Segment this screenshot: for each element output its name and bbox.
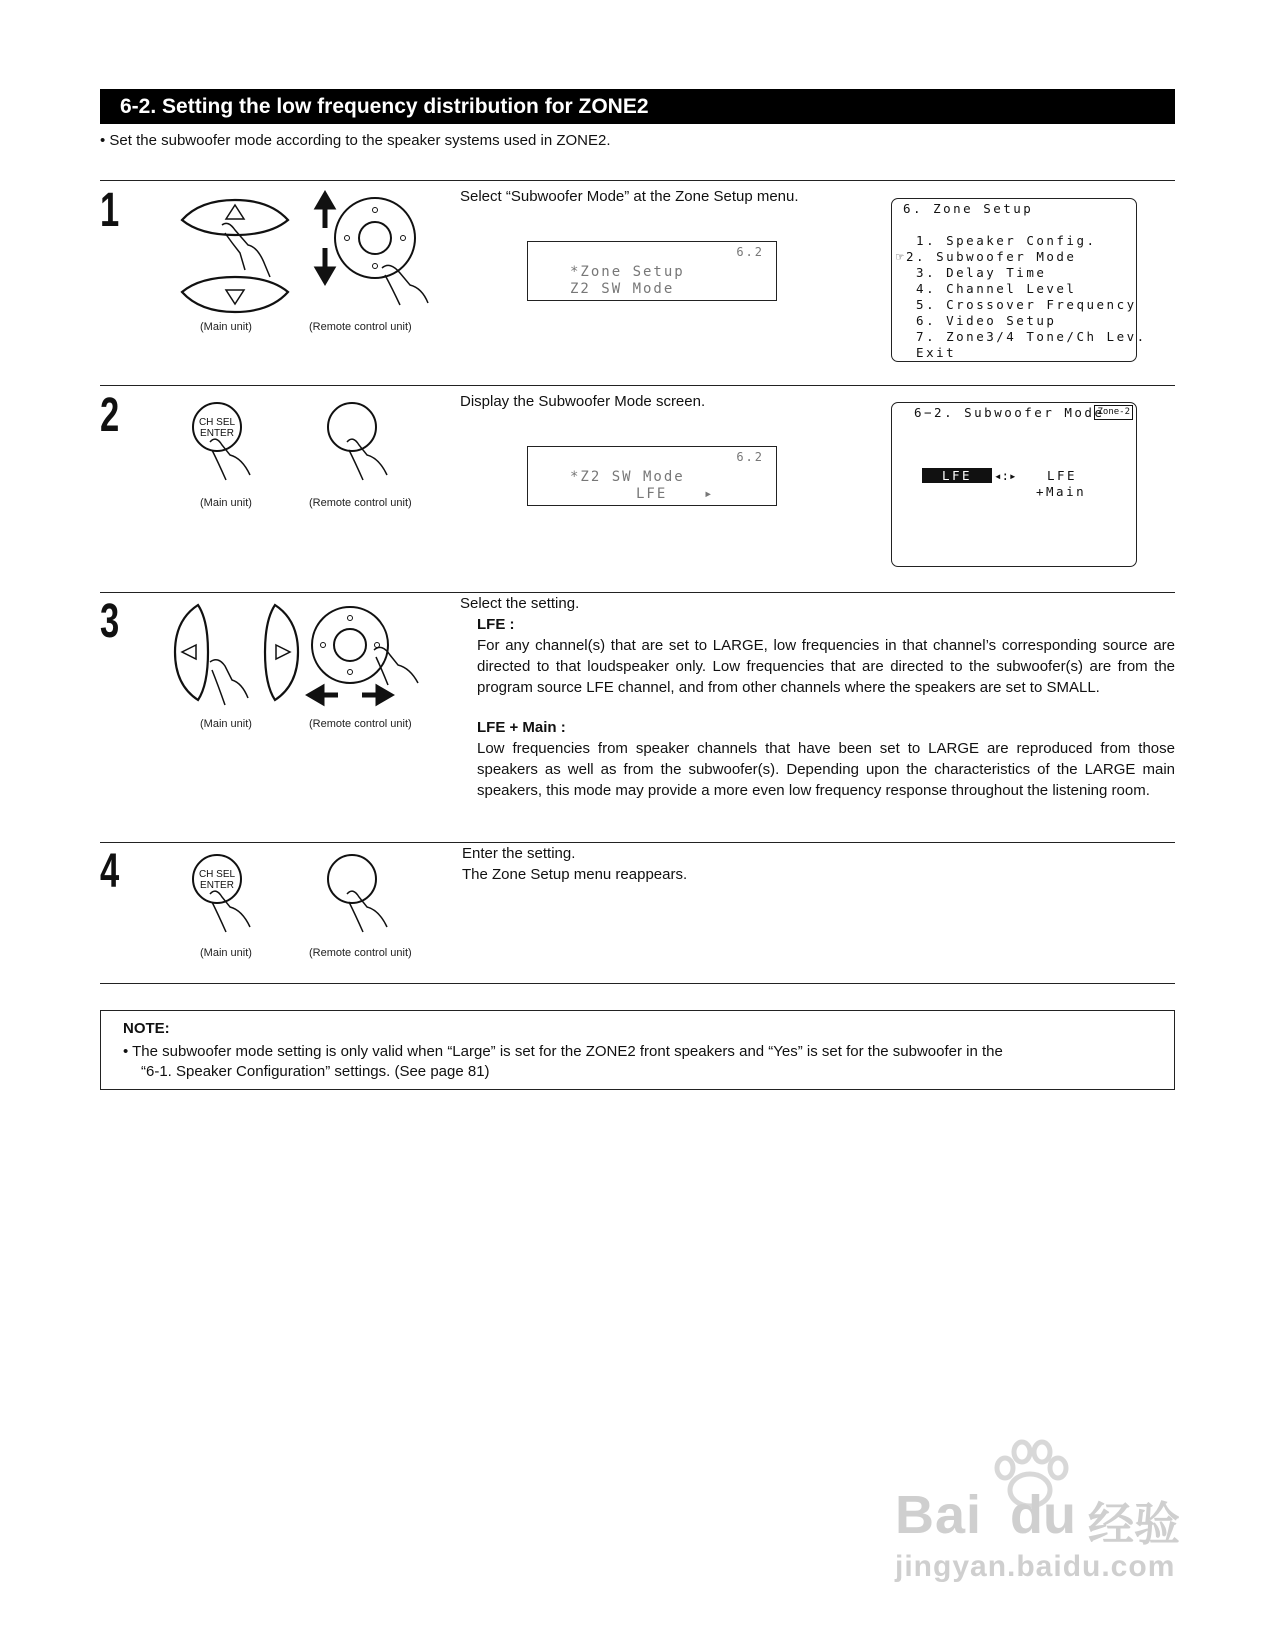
divider [100, 983, 1175, 984]
front-display [527, 241, 777, 301]
note-title: NOTE: [123, 1020, 170, 1037]
front-display [527, 446, 777, 506]
display-line-1: *Z2 SW Mode [570, 469, 685, 485]
ch-sel-enter-label [190, 417, 244, 439]
divider [100, 592, 1175, 593]
remote-unit-caption: (Remote control unit) [309, 321, 412, 333]
remote-unit-caption: (Remote control unit) [309, 718, 412, 730]
display-arrow-icon: ▸ [704, 486, 715, 502]
step-instruction: Select the setting. [460, 595, 580, 612]
remote-leftright-icon [308, 605, 428, 715]
step-instruction-2: The Zone Setup menu reappears. [462, 866, 688, 883]
divider [100, 180, 1175, 181]
intro-text: • Set the subwoofer mode according to the speaker systems used in ZONE2. [100, 132, 611, 149]
zone2-badge: Zone-2 [1094, 405, 1133, 420]
main-unit-caption: (Main unit) [200, 947, 252, 959]
display-corner: 6.2 [736, 245, 764, 259]
lfe-description: For any channel(s) that are set to LARGE, low frequencies in that channel’s corresponding source are directed to that loudspeaker only. Low frequencies that are directed to the subwoofer(s) are from the program source LFE channel, and from other channels where the speakers are set to SMALL. [477, 637, 1175, 696]
main-unit-caption: (Main unit) [200, 321, 252, 333]
menu-item-selected[interactable]: ☞2. Subwoofer Mode [896, 249, 1077, 264]
osd-title: 6. Zone Setup [903, 201, 1034, 216]
osd-title: 6−2. Subwoofer Mode [914, 405, 1105, 420]
step-number: 3 [100, 595, 120, 648]
main-unit-caption: (Main unit) [200, 497, 252, 509]
menu-item-exit[interactable]: Exit [896, 345, 957, 360]
watermark-cn: 经验 [1088, 1498, 1180, 1550]
display-line-2: Z2 SW Mode [570, 281, 675, 297]
note-text-2: “6-1. Speaker Configuration” settings. (See page 81) [141, 1063, 490, 1080]
menu-item[interactable]: 5. Crossover Frequency [896, 297, 1137, 312]
remote-enter-button-icon [325, 852, 415, 947]
step-number: 1 [100, 184, 120, 237]
main-unit-caption: (Main unit) [200, 718, 252, 730]
step-instruction: Display the Subwoofer Mode screen. [460, 393, 706, 410]
watermark-url: jingyan.baidu.com [895, 1550, 1176, 1583]
menu-item[interactable]: 7. Zone3/4 Tone/Ch Lev. [896, 329, 1147, 344]
enter-label: ENTER [200, 428, 234, 439]
watermark-brand: Bai [895, 1485, 983, 1545]
divider [100, 842, 1175, 843]
option-value-line2: +Main [1036, 484, 1087, 499]
remote-unit-caption: (Remote control unit) [309, 947, 412, 959]
osd-zone-setup-menu [891, 198, 1147, 362]
divider [100, 385, 1175, 386]
left-right-buttons-icon [170, 600, 290, 710]
remote-unit-caption: (Remote control unit) [309, 497, 412, 509]
section-title: 6-2. Setting the low frequency distribution for ZONE2 [100, 89, 1175, 124]
selected-option[interactable]: LFE [922, 468, 992, 483]
enter-label: ENTER [200, 880, 234, 891]
ch-sel-label: CH SEL [198, 417, 236, 428]
step-number: 2 [100, 389, 120, 442]
remote-updown-icon [310, 193, 440, 313]
note-text: • The subwoofer mode setting is only valid when “Large” is set for the ZONE2 front speakers and “Yes” is set for the subwoofer in the [123, 1043, 1003, 1060]
option-arrows-icon: ◂:▸ [994, 468, 1017, 483]
ch-sel-label: CH SEL [198, 869, 236, 880]
lfe-heading: LFE : [477, 616, 515, 633]
menu-item[interactable]: 4. Channel Level [896, 281, 1077, 296]
ch-sel-enter-button-icon [190, 400, 270, 490]
menu-item[interactable]: 1. Speaker Config. [896, 233, 1097, 248]
step-instruction: Select “Subwoofer Mode” at the Zone Setup menu. [460, 188, 799, 205]
ch-sel-enter-label [190, 869, 244, 891]
display-line-2: LFE [636, 486, 668, 502]
osd-subwoofer-mode [891, 402, 1137, 567]
menu-item[interactable]: 6. Video Setup [896, 313, 1057, 328]
step-number: 4 [100, 845, 120, 898]
watermark-brand-2: du [1010, 1485, 1076, 1545]
display-corner: 6.2 [736, 450, 764, 464]
up-down-buttons-icon [180, 195, 290, 320]
lfe-main-description: Low frequencies from speaker channels that have been set to LARGE are reproduced from those speakers as well as from the subwoofer(s). Depending upon the characteristics of the LARGE main speakers, this mode may provide a more even low frequency response throughout the listening room. [477, 740, 1175, 799]
display-line-1: *Zone Setup [570, 264, 685, 280]
menu-item[interactable]: 3. Delay Time [896, 265, 1047, 280]
option-value-line1: LFE [1047, 468, 1078, 483]
step-instruction: Enter the setting. [462, 845, 576, 862]
remote-enter-button-icon [325, 400, 415, 495]
note-box [100, 1010, 1175, 1090]
lfe-main-heading: LFE + Main : [477, 719, 566, 736]
ch-sel-enter-button-icon [190, 852, 270, 942]
